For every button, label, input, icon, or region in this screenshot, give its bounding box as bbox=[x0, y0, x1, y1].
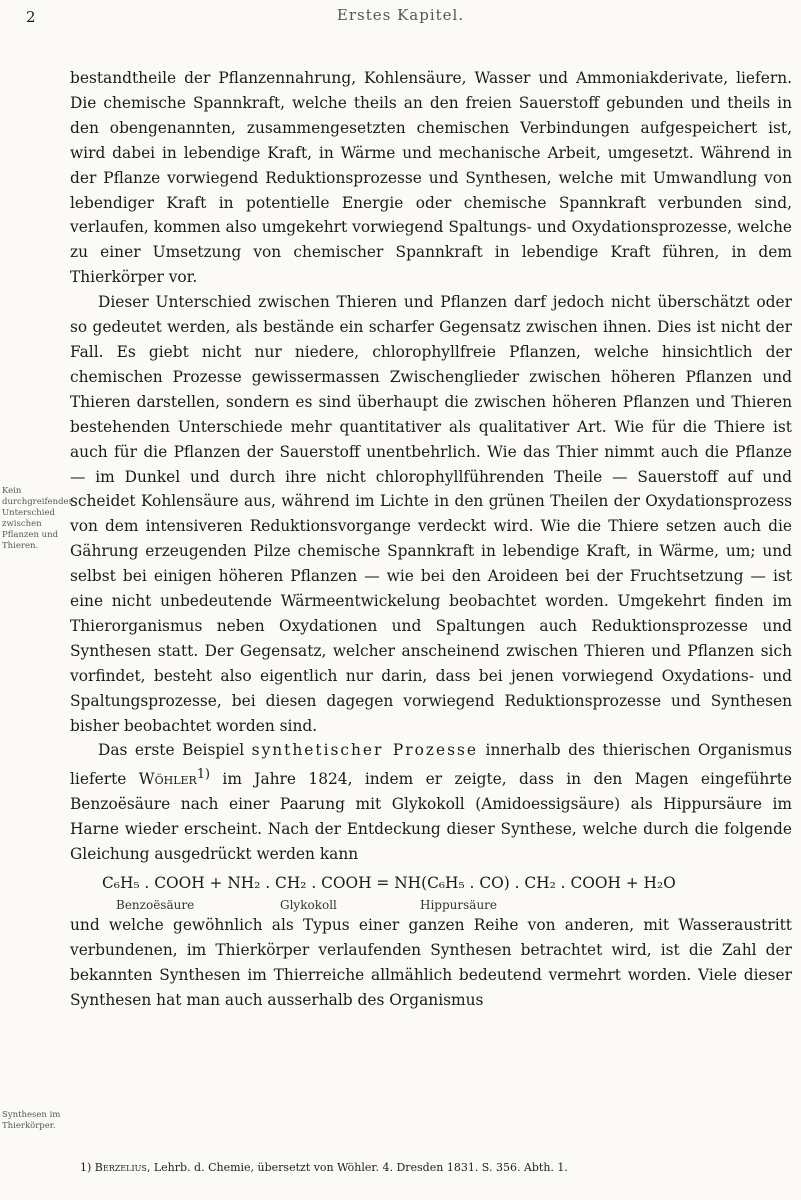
sidenote-kein-durchgreifender-unterschied: Kein durchgreifender Unterschied zwischen Pflanzen und Thieren. bbox=[2, 486, 73, 551]
sidenote-synthesen-im-thierkoerper: Synthesen im Thierkörper. bbox=[2, 1110, 61, 1131]
paragraph-3-text-c: im Jahre 1824, indem er zeigte, dass in den Magen eingeführte Benzoësäure nach einer Paarung mit Glykokoll (Amidoessigsäure) als Hippursäure im Harne wieder erscheint. Nach der Entdeckung dieser Synthese, welche durch die folgende Gleichung ausgedrückt werden kann bbox=[70, 770, 792, 864]
paragraph-3-text-a: Das erste Beispiel bbox=[98, 741, 252, 760]
footnote-ref: 1) bbox=[196, 767, 211, 783]
equation-labels bbox=[102, 893, 792, 913]
paragraph-2: Dieser Unterschied zwischen Thieren und Pflanzen darf jedoch nicht überschätzt oder so gedeutet werden, als bestände ein scharfer Gegensatz zwischen ihnen. Dies ist nicht der Fall. Es giebt nicht nur niedere, chlorophyllfreie Pflanzen, welche hinsichtlich der chemischen Prozesse gewissermassen Zwischenglieder zwischen höheren Pflanzen und Thieren darstellen, sondern es sind überhaupt die zwischen höheren Pflanzen und Thieren bestehenden Unterschiede mehr quantitativer als qualitativer Art. Wie für die Thiere ist auch für die Pflanzen der Sauerstoff unentbehrlich. Wie das Thier nimmt auch die Pflanze — im Dunkel und durch ihre nicht chlorophyllführenden Theile — Sauerstoff auf und scheidet Kohlensäure aus, während im Lichte in den grünen Theilen der Oxydationsprozess von dem intensiveren Reduktionsvorgange verdeckt wird. Wie die Thiere setzen auch die Gährung erzeugenden Pilze chemische Spannkraft in lebendige Kraft, in Wärme, um; und selbst bei einigen höheren Pflanzen — wie bei den Aroideen bei der Fruchtsetzung — ist eine nicht unbedeutende Wärmeentwickelung beobachtet worden. Umgekehrt finden im Thierorganismus neben Oxydationen und Spaltungen auch Reduktionsprozesse und Synthesen statt. Der Gegensatz, welcher anscheinend zwischen Thieren und Pflanzen sich vorfindet, besteht also eigentlich nur darin, dass bei jenen vorwiegend Oxydations- und Spaltungsprozesse, bei diesen dagegen vorwiegend Reduktionsprozesse und Synthesen bisher beobachtet worden sind. bbox=[70, 293, 792, 735]
author-woehler: Wöhler bbox=[138, 770, 197, 789]
label-benzoesaeure: Benzoësäure bbox=[116, 898, 195, 913]
running-head: Erstes Kapitel. bbox=[336, 6, 465, 24]
label-glykokoll: Glykokoll bbox=[280, 898, 337, 913]
paragraph-3-text-b: innerhalb des thierischen Organismus lieferte bbox=[70, 741, 793, 789]
label-hippursaeure: Hippursäure bbox=[420, 898, 498, 913]
footnote-author: Berzelius bbox=[94, 1161, 147, 1174]
paragraph-3 bbox=[70, 738, 792, 867]
main-text bbox=[70, 66, 792, 1013]
footnote bbox=[80, 1160, 792, 1175]
page-header bbox=[0, 6, 801, 30]
paragraph-1: bestandtheile der Pflanzennahrung, Kohlensäure, Wasser und Ammoniakderivate, liefern. Die chemische Spannkraft, welche theils an den freien Sauerstoff gebunden und theils in den obengenannten, zusammengesetzten chemischen Verbindungen aufgespeichert ist, wird dabei in lebendige Kraft, in Wärme und mechanische Arbeit, umgesetzt. Während in der Pflanze vorwiegend Reduktionsprozesse und Synthesen, welche mit Umwandlung von lebendiger Kraft in potentielle Energie oder chemische Spannkraft verbunden sind, verlaufen, kommen also umgekehrt vorwiegend Spaltungs- und Oxydationsprozesse, welche zu einer Umsetzung von chemischer Spannkraft in lebendige Kraft führen, in dem Thierkörper vor. bbox=[70, 69, 792, 287]
chemical-equation: C₆H₅ . COOH + NH₂ . CH₂ . COOH = NH(C₆H₅ . CO) . CH₂ . COOH + H₂O bbox=[102, 874, 676, 893]
emphasis-synthetischer-prozesse: synthetischer Prozesse bbox=[251, 741, 479, 760]
footnote-mark: 1) bbox=[80, 1161, 92, 1174]
paragraph-4: und welche gewöhnlich als Typus einer ganzen Reihe von anderen, mit Wasseraustritt verbundenen, im Thierkörper verlaufenden Synthesen betrachtet wird, ist die Zahl der bekannten Synthesen im Thierreiche allmählich bedeutend vermehrt worden. Viele dieser Synthesen hat man auch ausserhalb des Organismus bbox=[70, 916, 792, 1009]
footnote-text: , Lehrb. d. Chemie, übersetzt von Wöhler. 4. Dresden 1831. S. 356. Abth. 1. bbox=[146, 1161, 568, 1174]
page-number: 2 bbox=[26, 8, 36, 26]
